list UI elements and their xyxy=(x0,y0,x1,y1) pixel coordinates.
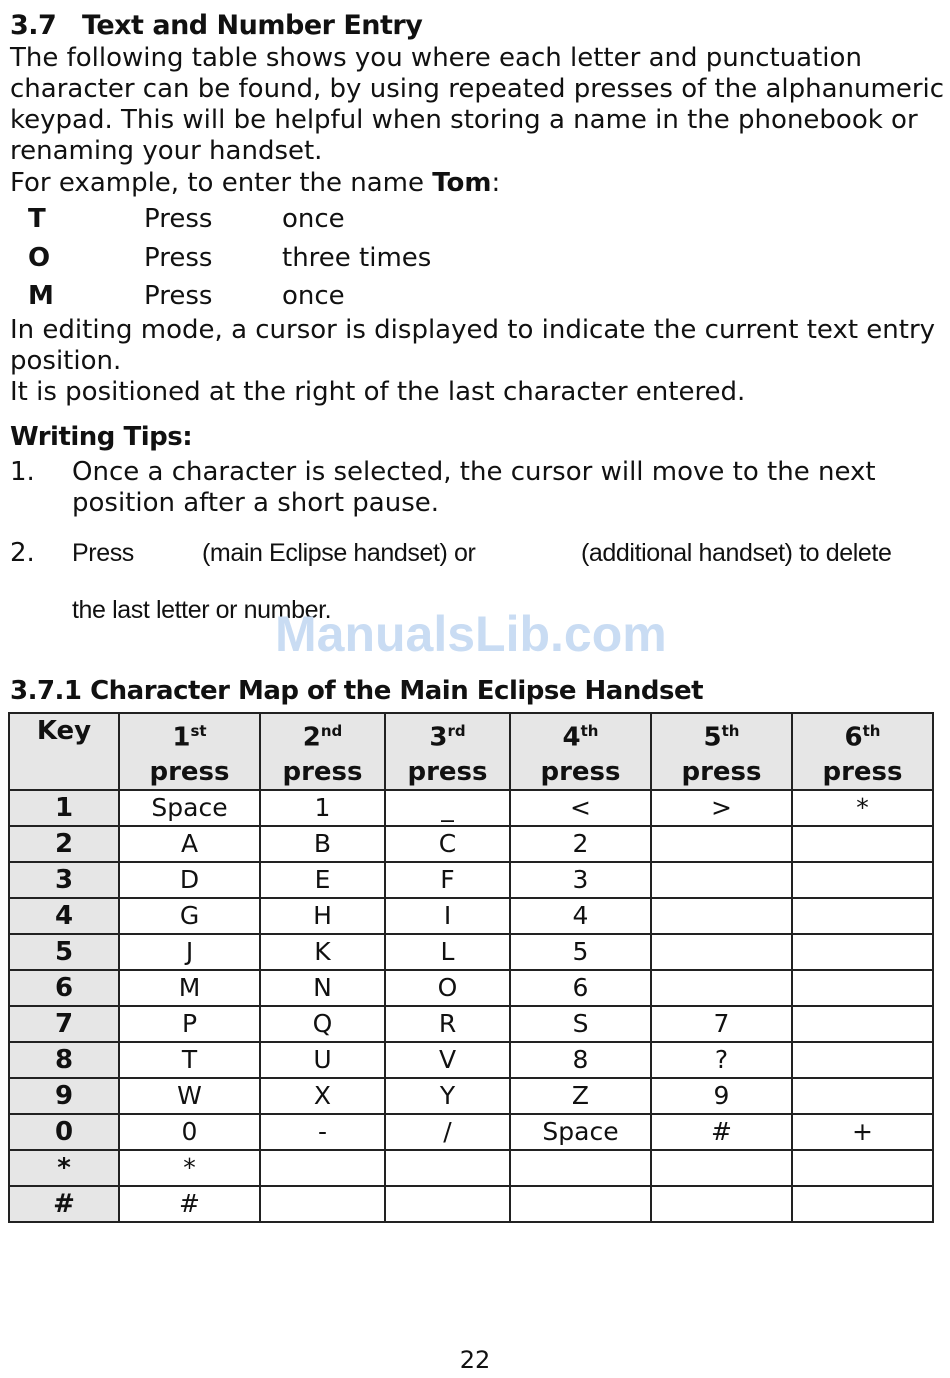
char-cell: H xyxy=(260,898,385,934)
tip-main-handset: (main Eclipse handset) or xyxy=(202,539,476,567)
char-cell: A xyxy=(119,826,260,862)
table-row xyxy=(9,1114,933,1150)
key-cell: 1 xyxy=(9,790,119,826)
char-cell: S xyxy=(510,1006,651,1042)
char-cell: 7 xyxy=(651,1006,792,1042)
char-cell: Q xyxy=(260,1006,385,1042)
table-row xyxy=(9,790,933,826)
char-cell xyxy=(651,862,792,898)
char-cell xyxy=(651,970,792,1006)
example-letter: T xyxy=(28,204,46,234)
char-cell: 0 xyxy=(119,1114,260,1150)
table-row xyxy=(9,898,933,934)
char-cell xyxy=(510,1186,651,1222)
section-number: 3.7 xyxy=(10,10,57,41)
char-cell xyxy=(792,898,933,934)
char-cell: _ xyxy=(385,790,510,826)
key-cell: 3 xyxy=(9,862,119,898)
char-cell xyxy=(385,1186,510,1222)
char-cell xyxy=(792,934,933,970)
char-cell xyxy=(792,826,933,862)
char-cell xyxy=(792,1042,933,1078)
intro-line-1: The following table shows you where each letter and punctuation xyxy=(10,43,862,73)
table-row xyxy=(9,1150,933,1186)
header-press-2 xyxy=(260,713,385,790)
header-ordinal: th xyxy=(862,722,881,740)
header-main: 2 xyxy=(302,722,321,753)
example-press: Press xyxy=(144,243,213,273)
char-cell xyxy=(792,1186,933,1222)
char-cell xyxy=(385,1150,510,1186)
char-cell xyxy=(792,1150,933,1186)
char-cell: C xyxy=(385,826,510,862)
char-cell: 4 xyxy=(510,898,651,934)
header-press-5 xyxy=(651,713,792,790)
header-key xyxy=(9,713,119,790)
header-sub: press xyxy=(149,756,230,787)
char-cell: # xyxy=(119,1186,260,1222)
example-count: once xyxy=(282,281,345,311)
intro-line-2: character can be found, by using repeated presses of the alphanumeric xyxy=(10,74,945,104)
char-cell: O xyxy=(385,970,510,1006)
char-cell: Z xyxy=(510,1078,651,1114)
char-cell: 9 xyxy=(651,1078,792,1114)
char-cell: P xyxy=(119,1006,260,1042)
char-cell: F xyxy=(385,862,510,898)
header-main: 4 xyxy=(562,722,581,753)
header-sub: press xyxy=(282,756,363,787)
header-main: 1 xyxy=(172,722,191,753)
tip-number: 2. xyxy=(10,538,35,568)
char-cell xyxy=(792,862,933,898)
example-letter: M xyxy=(28,281,54,311)
header-sub: press xyxy=(407,756,488,787)
table-row xyxy=(9,1186,933,1222)
char-cell: N xyxy=(260,970,385,1006)
char-cell xyxy=(260,1186,385,1222)
example-name: Tom xyxy=(432,168,492,198)
char-cell: - xyxy=(260,1114,385,1150)
header-sub: press xyxy=(681,756,762,787)
char-cell: Space xyxy=(510,1114,651,1150)
char-cell: > xyxy=(651,790,792,826)
key-cell: 6 xyxy=(9,970,119,1006)
char-cell: 5 xyxy=(510,934,651,970)
subsection-number: 3.7.1 xyxy=(10,676,82,706)
table-row xyxy=(9,934,933,970)
char-cell xyxy=(651,826,792,862)
example-letter: O xyxy=(28,243,51,273)
header-sub: press xyxy=(540,756,621,787)
char-cell: E xyxy=(260,862,385,898)
example-press: Press xyxy=(144,281,213,311)
header-press-1 xyxy=(119,713,260,790)
cursor-line-3: It is positioned at the right of the last character entered. xyxy=(10,377,746,407)
tip-1 xyxy=(10,457,935,519)
char-cell xyxy=(651,1150,792,1186)
char-cell: U xyxy=(260,1042,385,1078)
char-cell xyxy=(651,1186,792,1222)
table-row xyxy=(9,826,933,862)
table-row xyxy=(9,862,933,898)
char-cell: 3 xyxy=(510,862,651,898)
table-row xyxy=(9,1042,933,1078)
watermark: ManualsLib.com xyxy=(275,606,667,662)
char-cell: X xyxy=(260,1078,385,1114)
char-cell: D xyxy=(119,862,260,898)
char-cell: / xyxy=(385,1114,510,1150)
tip-press-word: Press xyxy=(72,539,134,567)
char-cell: K xyxy=(260,934,385,970)
tip-line-1: Once a character is selected, the cursor will move to the next xyxy=(72,457,876,487)
char-cell xyxy=(792,1006,933,1042)
example-press: Press xyxy=(144,204,213,234)
char-cell xyxy=(792,1078,933,1114)
char-cell: T xyxy=(119,1042,260,1078)
key-cell: 9 xyxy=(9,1078,119,1114)
tips-heading: Writing Tips: xyxy=(10,422,193,452)
page-number: 22 xyxy=(459,1346,491,1374)
char-cell: G xyxy=(119,898,260,934)
char-cell: ? xyxy=(651,1042,792,1078)
header-press-3 xyxy=(385,713,510,790)
char-cell: 2 xyxy=(510,826,651,862)
char-cell: L xyxy=(385,934,510,970)
header-sub: press xyxy=(822,756,903,787)
tip-number: 1. xyxy=(10,457,35,487)
char-cell: J xyxy=(119,934,260,970)
key-cell: * xyxy=(9,1150,119,1186)
char-cell: V xyxy=(385,1042,510,1078)
example-colon: : xyxy=(491,168,501,198)
char-cell: Space xyxy=(119,790,260,826)
key-cell: # xyxy=(9,1186,119,1222)
char-cell: M xyxy=(119,970,260,1006)
char-cell: * xyxy=(119,1150,260,1186)
header-main: Key xyxy=(36,716,92,746)
char-cell: < xyxy=(510,790,651,826)
table-row xyxy=(9,1078,933,1114)
key-cell: 4 xyxy=(9,898,119,934)
header-main: 3 xyxy=(429,722,448,753)
header-press-6 xyxy=(792,713,933,790)
char-cell: + xyxy=(792,1114,933,1150)
header-press-4 xyxy=(510,713,651,790)
char-cell: # xyxy=(651,1114,792,1150)
char-cell xyxy=(651,934,792,970)
header-main: 6 xyxy=(844,722,863,753)
char-cell xyxy=(260,1150,385,1186)
char-cell xyxy=(510,1150,651,1186)
intro-line-4: renaming your handset. xyxy=(10,136,323,166)
tip-line-2: position after a short pause. xyxy=(72,488,440,518)
key-cell: 5 xyxy=(9,934,119,970)
key-cell: 0 xyxy=(9,1114,119,1150)
char-cell: I xyxy=(385,898,510,934)
char-cell: 8 xyxy=(510,1042,651,1078)
char-cell: R xyxy=(385,1006,510,1042)
char-cell xyxy=(792,970,933,1006)
subsection-heading xyxy=(10,676,703,706)
example-lead: For example, to enter the name xyxy=(10,168,433,198)
char-cell xyxy=(651,898,792,934)
key-cell: 2 xyxy=(9,826,119,862)
header-main: 5 xyxy=(703,722,722,753)
example-count: three times xyxy=(282,243,432,273)
header-ordinal: th xyxy=(721,722,740,740)
subsection-title: Character Map of the Main Eclipse Handset xyxy=(90,676,704,706)
char-cell: 1 xyxy=(260,790,385,826)
header-ordinal: nd xyxy=(320,722,343,740)
example-line xyxy=(10,168,500,199)
tip-additional-handset: (additional handset) to delete xyxy=(581,539,892,567)
header-ordinal: st xyxy=(190,722,207,740)
table-row xyxy=(9,970,933,1006)
char-cell: 6 xyxy=(510,970,651,1006)
cursor-line-1: In editing mode, a cursor is displayed to indicate the current text entry xyxy=(10,315,936,345)
char-cell: Y xyxy=(385,1078,510,1114)
character-map-table xyxy=(8,712,934,1223)
key-cell: 8 xyxy=(9,1042,119,1078)
cursor-line-2: position. xyxy=(10,346,122,376)
section-title: Text and Number Entry xyxy=(82,10,423,41)
header-ordinal: rd xyxy=(447,722,466,740)
intro-line-3: keypad. This will be helpful when storing a name in the phonebook or xyxy=(10,105,918,135)
char-cell: W xyxy=(119,1078,260,1114)
tip-line-2: the last letter or number. xyxy=(72,596,332,624)
char-cell: B xyxy=(260,826,385,862)
table-body xyxy=(9,790,933,1222)
section-heading xyxy=(10,10,422,41)
header-ordinal: th xyxy=(580,722,599,740)
key-cell: 7 xyxy=(9,1006,119,1042)
table-row xyxy=(9,1006,933,1042)
example-count: once xyxy=(282,204,345,234)
char-cell: * xyxy=(792,790,933,826)
table-header-row xyxy=(9,713,933,790)
